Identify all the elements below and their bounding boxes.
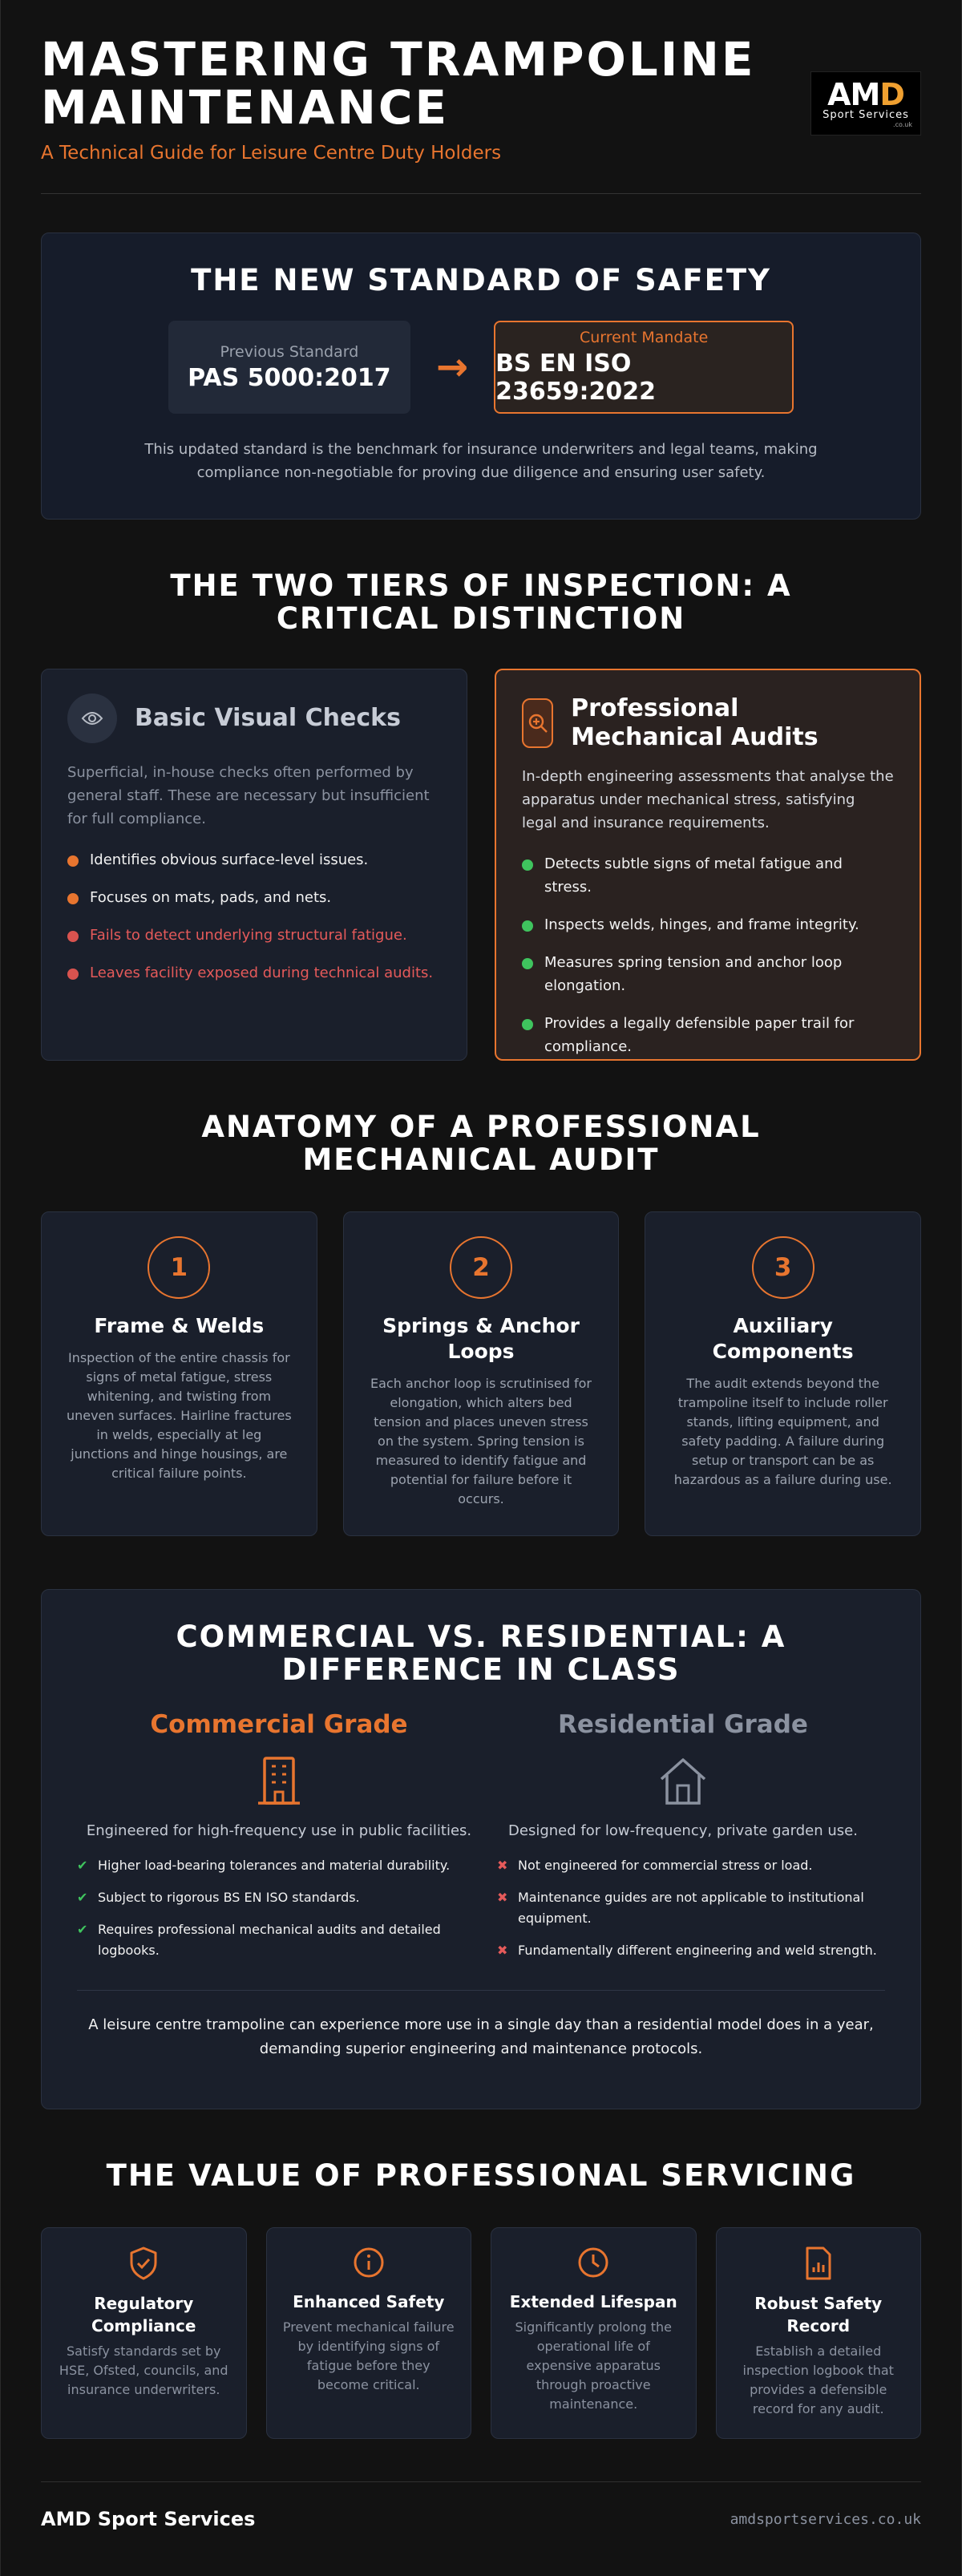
residential-grade-desc: Designed for low-frequency, private garden use. bbox=[508, 1822, 858, 1839]
list-item: ✔ Subject to rigorous BS EN ISO standards. bbox=[77, 1887, 462, 1908]
commercial-grade-list bbox=[77, 1855, 481, 1961]
basic-checks-list bbox=[67, 848, 441, 985]
check-bullet-icon bbox=[522, 920, 533, 932]
value-title-text: Enhanced Safety bbox=[293, 2292, 445, 2311]
commercial-title: COMMERCIAL VS. RESIDENTIAL: A DIFFERENCE IN CLASS bbox=[176, 1620, 786, 1687]
list-item: Fails to detect underlying structural fatigue. bbox=[67, 924, 441, 947]
bullet-icon bbox=[67, 855, 79, 867]
title-line-2: MAINTENANCE bbox=[41, 80, 450, 135]
step-desc: The audit extends beyond the trampoline itself to include roller stands, lifting equipment, and safety padding. A failure during setup or transport can be as hazardous as a failure during use. bbox=[673, 1376, 892, 1487]
title-line-1: MASTERING TRAMPOLINE bbox=[41, 32, 756, 87]
shield-check-icon bbox=[58, 2246, 230, 2281]
check-icon: ✔ bbox=[77, 1858, 88, 1873]
tiers-comparison bbox=[41, 669, 921, 1061]
page-subtitle: A Technical Guide for Leisure Centre Duty Holders bbox=[41, 143, 502, 164]
value-card bbox=[266, 2227, 472, 2439]
commercial-grade-column bbox=[77, 1710, 481, 1972]
basic-checks-card bbox=[41, 669, 467, 1061]
standard-note: This updated standard is the benchmark for insurance underwriters and legal teams, making compliance non-negotiable for proving due diligence and ensuring user safety. bbox=[144, 441, 818, 481]
house-icon bbox=[481, 1755, 885, 1808]
bullet-icon bbox=[67, 893, 79, 904]
anatomy-title: ANATOMY OF A PROFESSIONAL MECHANICAL AUDIT bbox=[201, 1110, 761, 1177]
commercial-grade-desc: Engineered for high-frequency use in public facilities. bbox=[86, 1822, 472, 1839]
grade-comparison bbox=[77, 1710, 885, 1972]
logo-domain-text: .co.uk bbox=[893, 120, 912, 128]
magnify-plus-icon bbox=[522, 698, 553, 748]
list-item: ✔ Requires professional mechanical audits and detailed logbooks. bbox=[77, 1919, 462, 1961]
list-item: Focuses on mats, pads, and nets. bbox=[67, 886, 441, 909]
check-icon: ✔ bbox=[77, 1890, 88, 1905]
value-card bbox=[491, 2227, 697, 2439]
step-number-badge: 3 bbox=[752, 1236, 814, 1299]
basic-checks-title: Basic Visual Checks bbox=[135, 704, 401, 732]
residential-grade-list bbox=[481, 1855, 885, 1961]
step-title: Frame & Welds bbox=[94, 1314, 265, 1337]
building-icon bbox=[77, 1755, 481, 1808]
list-item: ✔ Higher load-bearing tolerances and material durability. bbox=[77, 1855, 462, 1876]
info-icon bbox=[283, 2246, 455, 2279]
list-item: Measures spring tension and anchor loop elongation. bbox=[522, 951, 894, 997]
warning-bullet-icon bbox=[67, 931, 79, 942]
step-number-badge: 2 bbox=[450, 1236, 512, 1299]
audit-step-card bbox=[645, 1211, 921, 1536]
logo-main-text: AMD bbox=[827, 76, 904, 112]
previous-standard-value: PAS 5000:2017 bbox=[188, 363, 391, 392]
amd-logo bbox=[810, 71, 921, 135]
page-header bbox=[41, 0, 921, 194]
list-item: ✖ Not engineered for commercial stress or load. bbox=[497, 1855, 885, 1876]
standard-comparison bbox=[42, 321, 920, 414]
logo-sub-text: Sport Services bbox=[823, 108, 909, 121]
current-standard-value: BS EN ISO 23659:2022 bbox=[495, 350, 656, 406]
value-card bbox=[41, 2227, 247, 2439]
list-item: Inspects welds, hinges, and frame integrity. bbox=[522, 913, 894, 936]
audit-step-card bbox=[41, 1211, 317, 1536]
professional-audits-card bbox=[495, 669, 921, 1061]
check-bullet-icon bbox=[522, 958, 533, 969]
page-title bbox=[41, 32, 810, 135]
residential-grade-heading: Residential Grade bbox=[558, 1710, 808, 1739]
commercial-grade-heading: Commercial Grade bbox=[150, 1710, 408, 1739]
clock-icon bbox=[507, 2246, 680, 2279]
check-bullet-icon bbox=[522, 859, 533, 871]
previous-standard-box bbox=[168, 321, 410, 414]
professional-audits-desc: In-depth engineering assessments that analyse the apparatus under mechanical stress, satisfying legal and insurance requirements. bbox=[522, 768, 894, 831]
audit-steps bbox=[41, 1211, 921, 1536]
list-item: Identifies obvious surface-level issues. bbox=[67, 848, 441, 871]
footer-url[interactable]: amdsportservices.co.uk bbox=[730, 2510, 921, 2528]
step-number-badge: 1 bbox=[148, 1236, 210, 1299]
current-standard-box bbox=[494, 321, 794, 414]
check-icon: ✔ bbox=[77, 1922, 88, 1937]
value-desc: Establish a detailed inspection logbook that provides a defensible record for any audit. bbox=[742, 2343, 894, 2416]
value-card bbox=[716, 2227, 922, 2439]
step-title: Springs & Anchor Loops bbox=[382, 1314, 580, 1363]
value-desc: Satisfy standards set by HSE, Ofsted, councils, and insurance underwriters. bbox=[59, 2343, 228, 2397]
check-bullet-icon bbox=[522, 1019, 533, 1030]
residential-grade-column bbox=[481, 1710, 885, 1972]
cross-icon: ✖ bbox=[497, 1858, 508, 1873]
value-title: THE VALUE OF PROFESSIONAL SERVICING bbox=[106, 2158, 856, 2193]
list-item: Leaves facility exposed during technical audits. bbox=[67, 961, 441, 985]
eye-icon bbox=[67, 694, 117, 743]
tiers-title: THE TWO TIERS OF INSPECTION: A CRITICAL DISTINCTION bbox=[170, 568, 792, 636]
page-footer bbox=[41, 2481, 921, 2530]
footer-brand: AMD Sport Services bbox=[41, 2508, 256, 2530]
professional-audits-list bbox=[522, 852, 894, 1058]
value-cards bbox=[41, 2227, 921, 2439]
cross-icon: ✖ bbox=[497, 1890, 508, 1905]
standard-title: THE NEW STANDARD OF SAFETY bbox=[191, 263, 771, 297]
list-item: Detects subtle signs of metal fatigue and stress. bbox=[522, 852, 894, 899]
standard-section bbox=[41, 233, 921, 520]
document-chart-icon bbox=[733, 2246, 905, 2281]
step-desc: Inspection of the entire chassis for signs of metal fatigue, stress whitening, and twisting from uneven surfaces. Hairline fractures in welds, especially at leg junctions and hinge housings, are critical failure points. bbox=[66, 1350, 292, 1481]
list-item: ✖ Maintenance guides are not applicable to institutional equipment. bbox=[497, 1887, 885, 1929]
list-item: Provides a legally defensible paper trail for compliance. bbox=[522, 1012, 894, 1058]
value-desc: Prevent mechanical failure by identifying signs of fatigue before they become critical. bbox=[282, 2319, 455, 2392]
warning-bullet-icon bbox=[67, 969, 79, 980]
value-title-text: Extended Lifespan bbox=[509, 2292, 677, 2311]
cross-icon: ✖ bbox=[497, 1943, 508, 1958]
current-standard-label: Current Mandate bbox=[579, 329, 709, 346]
value-title-text: Regulatory Compliance bbox=[91, 2294, 196, 2335]
value-title-text: Robust Safety Record bbox=[754, 2294, 883, 2335]
previous-standard-label: Previous Standard bbox=[220, 342, 359, 361]
professional-audits-title: Professional Mechanical Audits bbox=[571, 694, 819, 751]
step-title: Auxiliary Components bbox=[712, 1314, 854, 1363]
commercial-vs-residential-section bbox=[41, 1589, 921, 2109]
audit-step-card bbox=[343, 1211, 620, 1536]
commercial-note: A leisure centre trampoline can experience more use in a single day than a residential model does in a year, demanding superior engineering and maintenance protocols. bbox=[77, 1990, 885, 2061]
list-item: ✖ Fundamentally different engineering and weld strength. bbox=[497, 1940, 885, 1961]
basic-checks-desc: Superficial, in-house checks often performed by general staff. These are necessary but insufficient for full compliance. bbox=[67, 764, 430, 827]
arrow-right-icon: → bbox=[435, 345, 469, 390]
value-desc: Significantly prolong the operational life of expensive apparatus through proactive maintenance. bbox=[515, 2319, 672, 2412]
step-desc: Each anchor loop is scrutinised for elongation, which alters bed tension and places uneven stress on the system. Spring tension is measured to identify fatigue and potential for failure before it occurs. bbox=[370, 1376, 592, 1506]
